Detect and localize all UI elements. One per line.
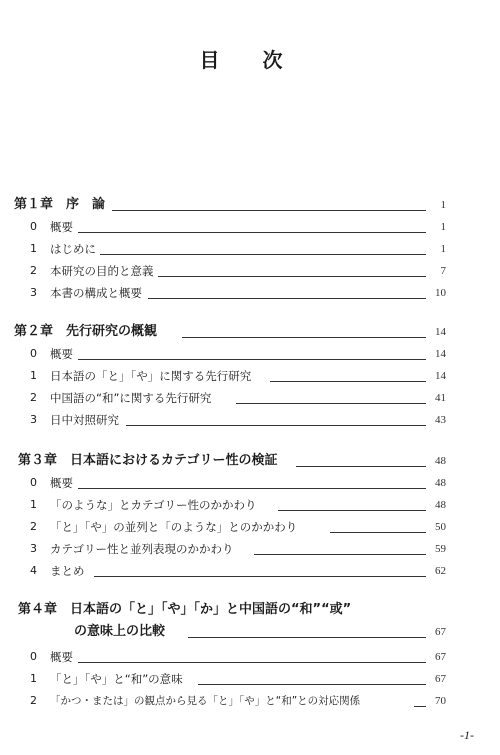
toc-item[interactable] [0,518,500,536]
page-number: 14 [435,348,446,360]
chapter-label: 第１章 序 論 [14,197,106,212]
item-number: 0 [30,220,37,233]
leader-line [330,532,426,533]
leader-line [78,662,426,663]
page-number: 70 [435,695,446,707]
chapter-label: 第４章 日本語の「と」「や」「か」と中国語の“和”“或” [18,602,352,617]
item-text: 「と」「や」の並列と「のような」とのかかわり [50,520,298,534]
toc-item[interactable] [0,218,500,236]
item-text: 本研究の目的と意義 [50,264,154,278]
leader-line [148,298,426,299]
chapter-label-line2: の意味上の比較 [74,624,166,639]
item-text: はじめに [50,242,96,256]
leader-line [182,337,426,338]
toc-item[interactable] [0,240,500,258]
toc-item[interactable] [0,345,500,363]
page-number: 43 [435,414,446,426]
toc-item[interactable] [0,389,500,407]
leader-line [126,425,426,426]
page-number: 41 [435,392,446,404]
item-number: 2 [30,264,37,277]
page-number: 62 [435,565,446,577]
leader-line [112,210,426,211]
toc-item[interactable] [0,262,500,280]
item-text: カテゴリー性と並列表現のかかわり [50,542,234,556]
page-number: 7 [440,265,446,277]
page-number: 10 [435,287,446,299]
leader-line [188,637,426,638]
item-text: 日中対照研究 [50,413,119,427]
toc-item[interactable] [0,540,500,558]
page-number: 67 [435,626,446,638]
leader-line [78,232,426,233]
page-number: 50 [435,521,446,533]
item-number: 2 [30,520,37,533]
item-text: 概要 [50,476,73,490]
page-number: 1 [440,221,446,233]
item-text: 概要 [50,220,73,234]
chapter-3-heading[interactable] [0,452,500,470]
item-number: 1 [30,498,37,511]
toc-item[interactable] [0,562,500,580]
item-text: 日本語の「と」「や」に関する先行研究 [50,369,252,383]
leader-line [100,254,426,255]
leader-line [158,276,426,277]
chapter-label: 第３章 日本語におけるカテゴリー性の検証 [18,453,278,468]
item-number: 2 [30,391,37,404]
page-number: 14 [435,370,446,382]
item-number: 0 [30,347,37,360]
item-number: 3 [30,542,37,555]
item-number: 1 [30,242,37,255]
chapter-1-heading[interactable] [0,196,500,214]
item-number: 1 [30,672,37,685]
leader-line [278,510,426,511]
toc-item[interactable] [0,411,500,429]
chapter-4-heading-cont[interactable] [0,623,500,641]
item-number: 0 [30,476,37,489]
item-text: 概要 [50,650,73,664]
page-number: 48 [435,499,446,511]
item-number: 1 [30,369,37,382]
leader-line [198,684,426,685]
toc-item[interactable] [0,474,500,492]
item-number: 3 [30,413,37,426]
leader-line [270,381,426,382]
page-number: 14 [435,326,446,338]
page-number: 1 [440,199,446,211]
leader-line [254,554,426,555]
page-number: 1 [440,243,446,255]
page-number: 59 [435,543,446,555]
leader-line [94,576,426,577]
item-text: 概要 [50,347,73,361]
toc-item[interactable] [0,284,500,302]
item-number: 2 [30,694,37,707]
leader-line [236,403,426,404]
page-number: 48 [435,477,446,489]
item-text: 「と」「や」と“和”の意味 [50,672,183,686]
leader-line [78,359,426,360]
item-text: 本書の構成と概要 [50,286,142,300]
item-number: 4 [30,564,37,577]
page-footer-number: -1- [460,728,474,742]
toc-item[interactable] [0,648,500,666]
item-text: 「のような」とカテゴリー性のかかわり [50,498,257,512]
chapter-4-heading[interactable] [0,601,500,619]
item-text: 中国語の“和”に関する先行研究 [50,391,212,405]
chapter-label: 第２章 先行研究の概観 [14,324,158,339]
toc-item[interactable] [0,692,500,710]
leader-line [414,706,426,707]
page-number: 48 [435,455,446,467]
page-title: 目 次 [199,48,301,72]
chapter-2-heading[interactable] [0,323,500,341]
item-number: 3 [30,286,37,299]
item-text: まとめ [50,564,85,578]
leader-line [296,466,426,467]
leader-line [78,488,426,489]
toc-item[interactable] [0,496,500,514]
toc-item[interactable] [0,367,500,385]
toc-item[interactable] [0,670,500,688]
page-number: 67 [435,673,446,685]
item-text: 「かつ・または」の観点から見る「と」「や」と“和”との対応関係 [50,695,361,707]
item-number: 0 [30,650,37,663]
page-number: 67 [435,651,446,663]
